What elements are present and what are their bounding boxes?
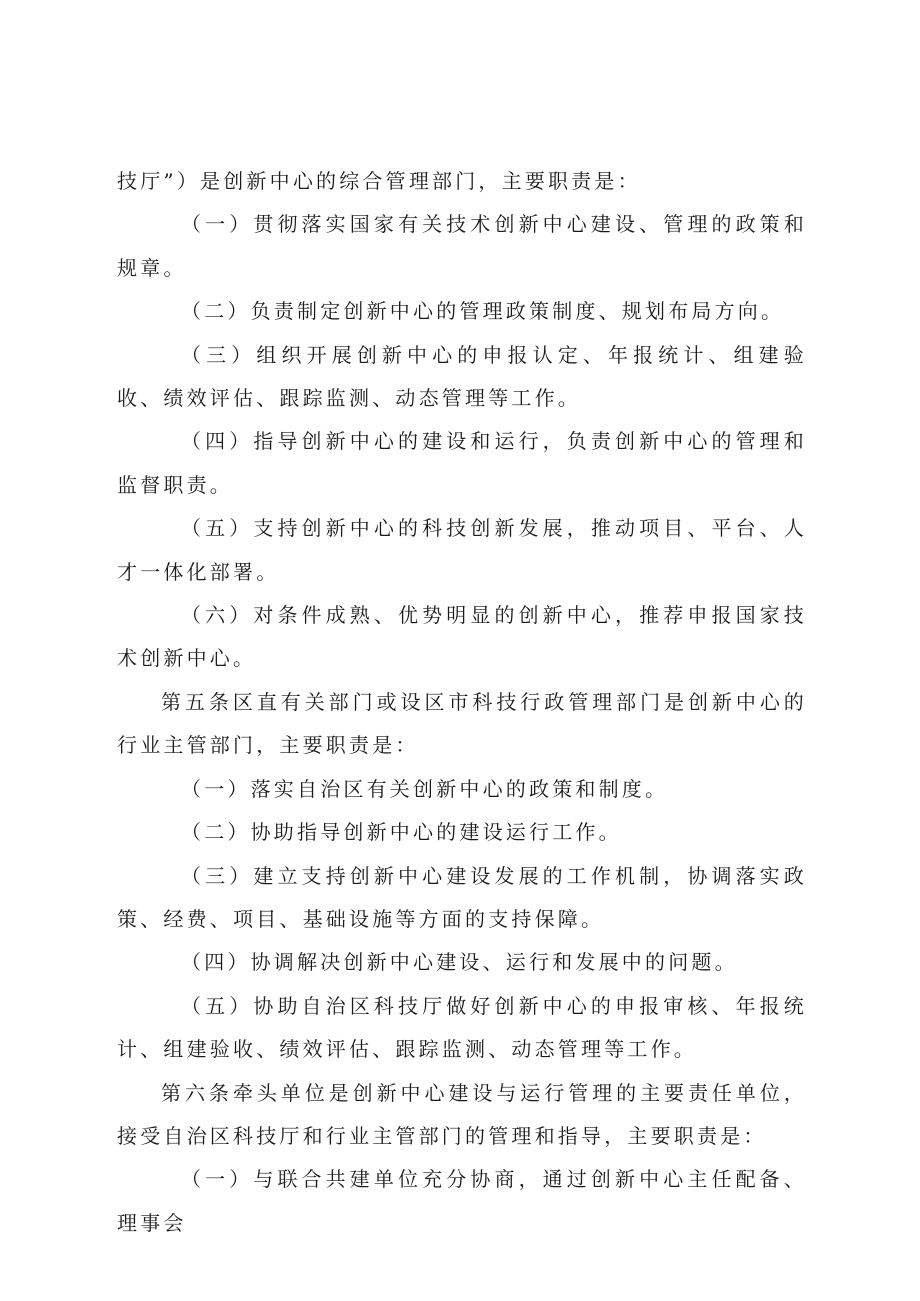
list-item: （四）指导创新中心的建设和运行，负责创新中心的管理和监督职责。 bbox=[117, 429, 807, 497]
list-item: （三）组织开展创新中心的申报认定、年报统计、组建验收、绩效评估、跟踪监测、动态管理等工作。 bbox=[117, 342, 807, 411]
list-item: （一）贯彻落实国家有关技术创新中心建设、管理的政策和规章。 bbox=[117, 212, 807, 280]
article-paragraph: 第六条牵头单位是创新中心建设与运行管理的主要责任单位，接受自治区科技厅和行业主管部门的管理和指导，主要职责是： bbox=[117, 1080, 807, 1148]
list-item: （三）建立支持创新中心建设发展的工作机制，协调落实政策、经费、项目、基础设施等方面的支持保障。 bbox=[117, 863, 807, 931]
document-body bbox=[117, 160, 807, 1245]
paragraph-continuation: 技厅”）是创新中心的综合管理部门，主要职责是： bbox=[117, 169, 641, 193]
list-item: （一）落实自治区有关创新中心的政策和制度。 bbox=[181, 776, 669, 801]
list-item: （二）负责制定创新中心的管理政策制度、规划布局方向。 bbox=[181, 299, 785, 324]
list-item: （六）对条件成熟、优势明显的创新中心，推荐申报国家技术创新中心。 bbox=[117, 603, 807, 671]
list-item: （四）协调解决创新中心建设、运行和发展中的问题。 bbox=[181, 950, 738, 975]
list-item: （五）支持创新中心的科技创新发展，推动项目、平台、人才一体化部署。 bbox=[117, 516, 807, 584]
list-item: （二）协助指导创新中心的建设运行工作。 bbox=[181, 820, 622, 845]
list-item: （一）与联合共建单位充分协商，通过创新中心主任配备、理事会 bbox=[117, 1167, 807, 1235]
article-paragraph: 第五条区直有关部门或设区市科技行政管理部门是创新中心的行业主管部门，主要职责是： bbox=[117, 689, 807, 758]
list-item: （五）协助自治区科技厅做好创新中心的申报审核、年报统计、组建验收、绩效评估、跟踪监测、动态管理等工作。 bbox=[117, 993, 807, 1062]
